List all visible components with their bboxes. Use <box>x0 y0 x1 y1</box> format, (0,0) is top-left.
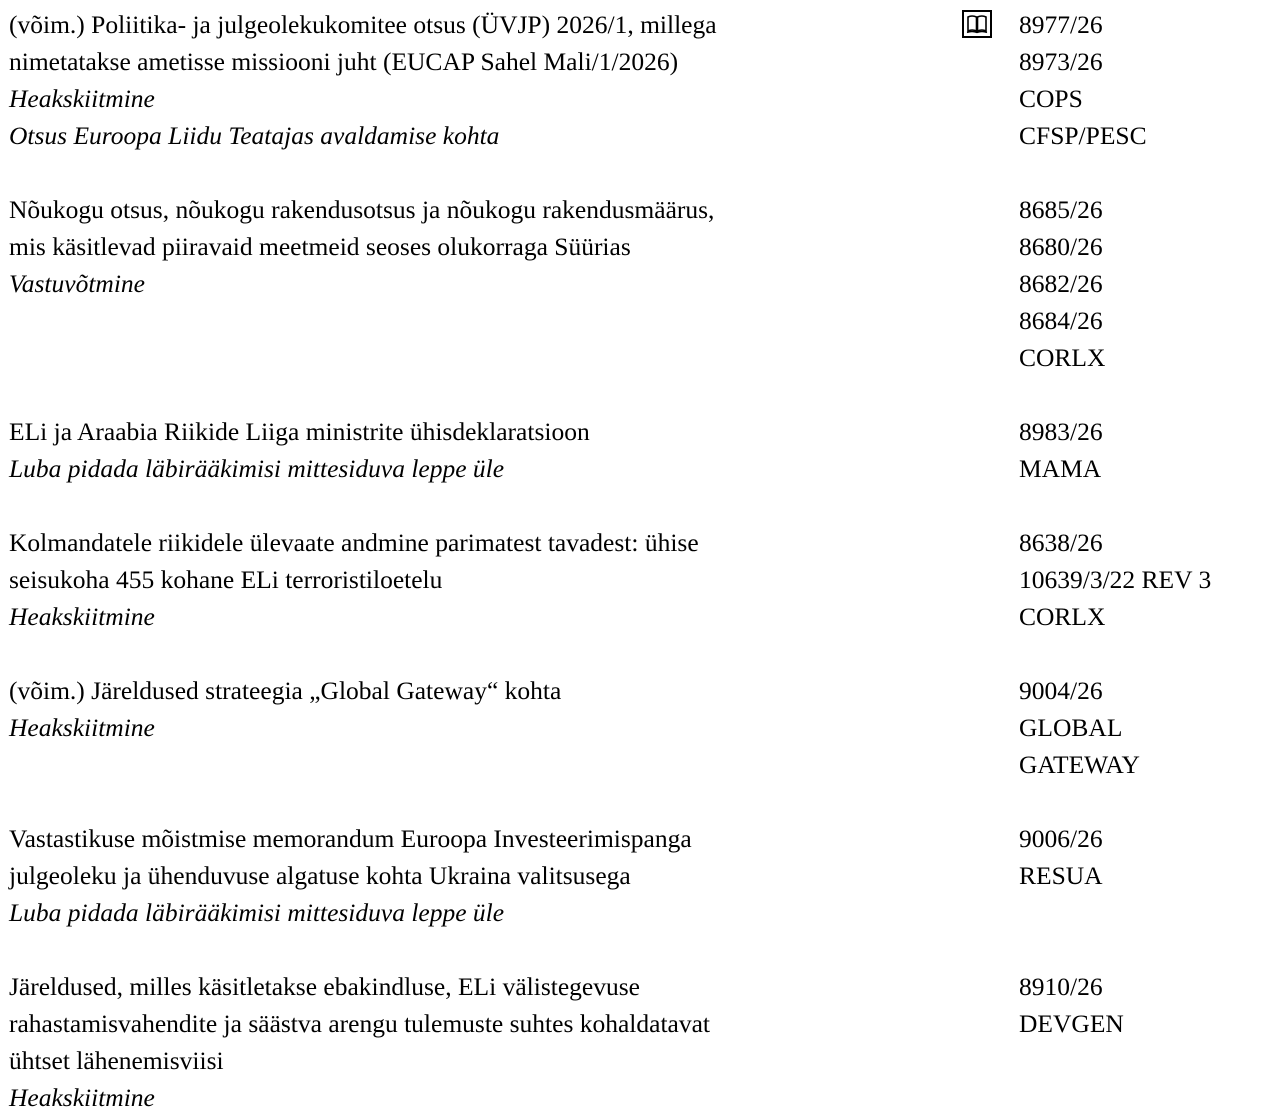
agenda-item <box>9 6 1284 154</box>
agenda-item-refs <box>1019 968 1284 1116</box>
document-ref: COPS <box>1019 84 1083 113</box>
document-ref: GLOBAL <box>1019 713 1123 742</box>
agenda-item-text <box>9 672 1019 783</box>
agenda-item <box>9 968 1284 1116</box>
book-icon[interactable] <box>962 10 992 38</box>
agenda-item-text <box>9 6 1019 154</box>
agenda-item-text <box>9 524 1019 635</box>
agenda-item-title: Vastastikuse mõistmise memorandum Euroopa Investeerimispanga <box>9 824 692 853</box>
agenda-item <box>9 524 1284 635</box>
agenda-item-action: Luba pidada läbirääkimisi mittesiduva leppe üle <box>9 898 505 927</box>
agenda-item-action: Heakskiitmine <box>9 602 155 631</box>
document-ref: 8684/26 <box>1019 306 1103 335</box>
document-ref: 8977/26 <box>1019 10 1103 39</box>
agenda-item-title: (võim.) Poliitika- ja julgeolekukomitee otsus (ÜVJP) 2026/1, millega <box>9 10 717 39</box>
document-ref: 8680/26 <box>1019 232 1103 261</box>
agenda-item-action: Heakskiitmine <box>9 713 155 742</box>
agenda-item-title: julgeoleku ja ühenduvuse algatuse kohta Ukraina valitsusega <box>9 861 631 890</box>
agenda-item-title: seisukoha 455 kohane ELi terroristiloetelu <box>9 565 443 594</box>
document-ref: DEVGEN <box>1019 1009 1124 1038</box>
document-ref: 10639/3/22 REV 3 <box>1019 565 1212 594</box>
document-ref: CORLX <box>1019 343 1106 372</box>
agenda-item-action: Otsus Euroopa Liidu Teatajas avaldamise kohta <box>9 121 500 150</box>
agenda-item-title: Järeldused, milles käsitletakse ebakindluse, ELi välistegevuse <box>9 972 640 1001</box>
agenda-item-text <box>9 820 1019 931</box>
document-ref: 8973/26 <box>1019 47 1103 76</box>
agenda-item-action: Luba pidada läbirääkimisi mittesiduva leppe üle <box>9 454 505 483</box>
agenda-item-refs <box>1019 191 1284 376</box>
agenda-item-text <box>9 968 1019 1116</box>
agenda-item <box>9 672 1284 783</box>
document-ref: 8685/26 <box>1019 195 1103 224</box>
agenda-item <box>9 413 1284 487</box>
document-ref: CORLX <box>1019 602 1106 631</box>
document-ref: CFSP/PESC <box>1019 121 1147 150</box>
agenda-item-title: ühtset lähenemisviisi <box>9 1046 224 1075</box>
agenda-item-action: Heakskiitmine <box>9 1083 155 1112</box>
agenda-item-refs <box>1019 672 1284 783</box>
agenda-item-title: ELi ja Araabia Riikide Liiga ministrite ühisdeklaratsioon <box>9 417 590 446</box>
agenda-item-text <box>9 413 1019 487</box>
agenda-item-title: mis käsitlevad piiravaid meetmeid seoses olukorraga Süürias <box>9 232 631 261</box>
agenda-item-action: Heakskiitmine <box>9 84 155 113</box>
agenda-item <box>9 191 1284 376</box>
document-ref: 9004/26 <box>1019 676 1103 705</box>
agenda-item-title: Kolmandatele riikidele ülevaate andmine parimatest tavadest: ühise <box>9 528 699 557</box>
agenda-item-refs <box>1019 6 1284 154</box>
document-ref: 8983/26 <box>1019 417 1103 446</box>
agenda-list <box>9 6 1284 1116</box>
agenda-item-title: (võim.) Järeldused strateegia „Global Gateway“ kohta <box>9 676 562 705</box>
agenda-item-refs <box>1019 820 1284 931</box>
agenda-item-refs <box>1019 524 1284 635</box>
document-ref: RESUA <box>1019 861 1103 890</box>
document-ref: GATEWAY <box>1019 750 1140 779</box>
agenda-item-refs <box>1019 413 1284 487</box>
document-ref: MAMA <box>1019 454 1102 483</box>
agenda-item <box>9 820 1284 931</box>
agenda-item-text <box>9 191 1019 376</box>
document-ref: 8638/26 <box>1019 528 1103 557</box>
document-ref: 9006/26 <box>1019 824 1103 853</box>
document-ref: 8910/26 <box>1019 972 1103 1001</box>
agenda-item-action: Vastuvõtmine <box>9 269 145 298</box>
agenda-item-title: rahastamisvahendite ja säästva arengu tulemuste suhtes kohaldatavat <box>9 1009 711 1038</box>
document-ref: 8682/26 <box>1019 269 1103 298</box>
agenda-item-title: Nõukogu otsus, nõukogu rakendusotsus ja nõukogu rakendusmäärus, <box>9 195 715 224</box>
agenda-item-title: nimetatakse ametisse missiooni juht (EUCAP Sahel Mali/1/2026) <box>9 47 679 76</box>
